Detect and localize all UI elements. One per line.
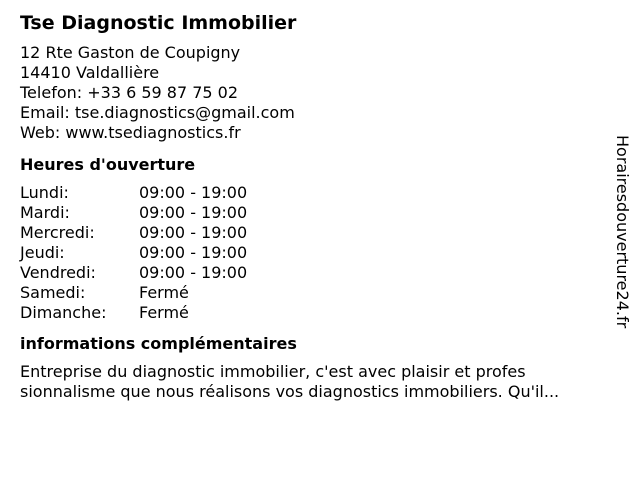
address-street: 12 Rte Gaston de Coupigny [20, 43, 241, 62]
day-hours: 09:00 - 19:00 [139, 263, 248, 282]
day-label: Vendredi: [20, 263, 96, 282]
hours-row-tuesday [20, 203, 610, 223]
day-label: Samedi: [20, 283, 86, 302]
hours-row-sunday [20, 303, 610, 323]
day-hours: Fermé [139, 303, 189, 322]
hours-row-saturday [20, 283, 610, 303]
day-label: Mercredi: [20, 223, 95, 242]
day-label: Mardi: [20, 203, 70, 222]
site-watermark: Horairesdouverture24.fr [613, 135, 632, 329]
hours-row-wednesday [20, 223, 610, 243]
day-label: Jeudi: [20, 243, 65, 262]
day-label: Lundi: [20, 183, 69, 202]
day-label: Dimanche: [20, 303, 107, 322]
additional-info-text [20, 362, 620, 402]
business-name: Tse Diagnostic Immobilier [20, 12, 297, 34]
address-city: 14410 Valdallière [20, 63, 160, 82]
info-line-2: sionnalisme que nous réalisons vos diagnostics immobiliers. Qu'il... [20, 382, 560, 401]
email-line[interactable]: Email: tse.diagnostics@gmail.com [20, 103, 295, 122]
web-line[interactable]: Web: www.tsediagnostics.fr [20, 123, 241, 142]
business-card [20, 10, 610, 402]
day-hours: 09:00 - 19:00 [139, 183, 248, 202]
day-hours: 09:00 - 19:00 [139, 243, 248, 262]
info-line-1: Entreprise du diagnostic immobilier, c'est avec plaisir et profes [20, 362, 526, 381]
additional-info-heading: informations complémentaires [20, 334, 297, 353]
opening-hours-heading: Heures d'ouverture [20, 155, 196, 174]
opening-hours-table [20, 183, 610, 323]
hours-row-monday [20, 183, 610, 203]
day-hours: 09:00 - 19:00 [139, 223, 248, 242]
phone-line[interactable]: Telefon: +33 6 59 87 75 02 [20, 83, 239, 102]
hours-row-thursday [20, 243, 610, 263]
address-block [20, 43, 610, 143]
day-hours: Fermé [139, 283, 189, 302]
hours-row-friday [20, 263, 610, 283]
day-hours: 09:00 - 19:00 [139, 203, 248, 222]
